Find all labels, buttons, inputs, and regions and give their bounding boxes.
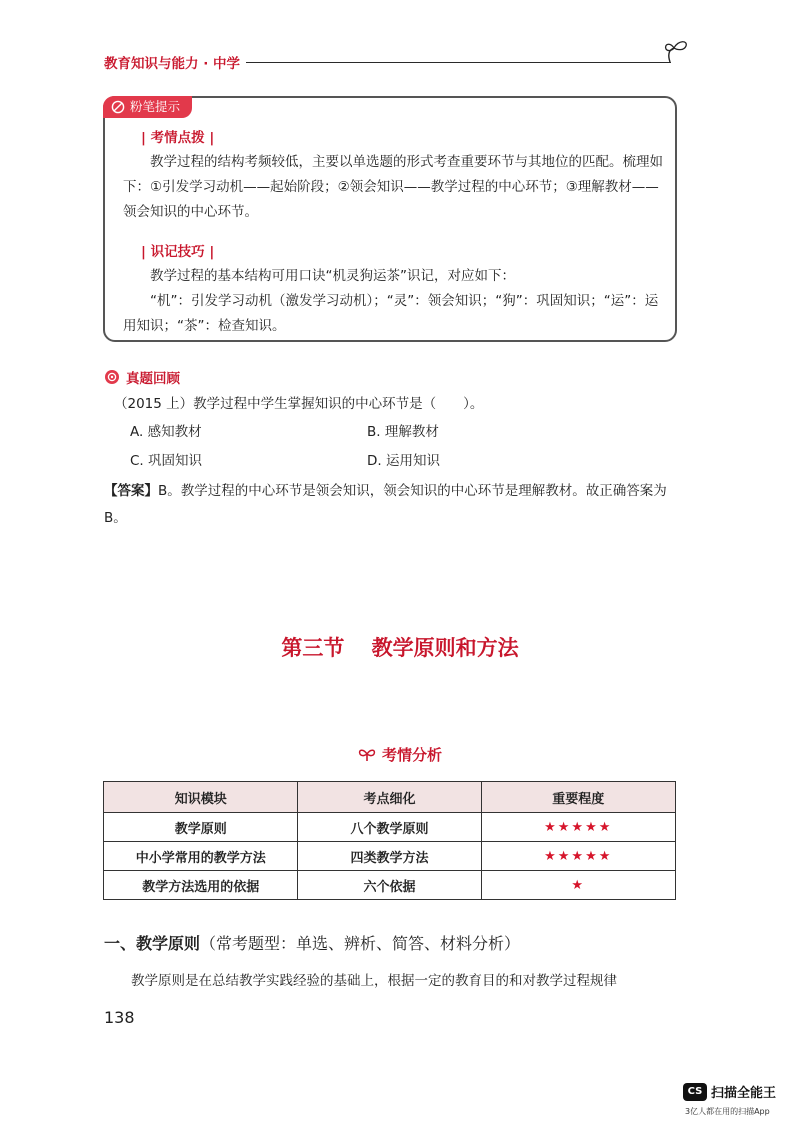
- subsection-heading-text: 一、教学原则: [104, 934, 201, 953]
- sprout-icon: [358, 746, 376, 762]
- table-cell-detail: 六个依据: [298, 871, 481, 900]
- table-header-cell: 考点细化: [298, 782, 481, 813]
- tip-heading-memory-tips: | 识记技巧 |: [141, 244, 215, 260]
- table-cell-module: 中小学常用的教学方法: [104, 842, 298, 871]
- watermark-name: 扫描全能王: [711, 1086, 777, 1101]
- table-header-cell: 重要程度: [481, 782, 676, 813]
- analysis-title-text: 考情分析: [381, 745, 442, 764]
- answer-text: B。教学过程的中心环节是领会知识，领会知识的中心环节是理解教材。故正确答案为 B。: [104, 483, 667, 526]
- tip-heading-text: 识记技巧: [150, 244, 205, 260]
- cs-logo-icon: CS: [683, 1083, 707, 1101]
- tip-paragraph: “机”：引发学习动机（激发学习动机）；“灵”：领会知识；“狗”：巩固知识；“运”：运用知识；“茶”：检查知识。: [123, 293, 659, 334]
- table-cell-module: 教学原则: [104, 813, 298, 842]
- tip-heading-text: 考情点拨: [150, 130, 205, 146]
- page-number: 138: [104, 1008, 135, 1027]
- header-title: 教育知识与能力 · 中学: [104, 56, 241, 72]
- tip-box: [103, 96, 677, 342]
- review-title-text: 真题回顾: [126, 371, 180, 387]
- option-a: A. 感知教材: [130, 424, 202, 440]
- target-icon: [104, 369, 120, 385]
- answer-block: [104, 478, 676, 532]
- header-rule: [246, 62, 671, 63]
- chalk-icon: [111, 100, 125, 114]
- table-cell-importance: ★★★★★: [481, 813, 676, 842]
- option-b: B. 理解教材: [367, 424, 439, 440]
- running-header: [104, 50, 684, 74]
- tip-tab: [103, 96, 192, 118]
- table-header-cell: 知识模块: [104, 782, 298, 813]
- analysis-title: [0, 742, 800, 766]
- tip-paragraph: 教学过程的结构考频较低，主要以单选题的形式考查重要环节与其地位的匹配。梳理如下：①引发学习动机——起始阶段；②领会知识——教学过程的中心环节；③理解教材——领会知识的中心环节。: [123, 154, 663, 220]
- option-d: D. 运用知识: [367, 453, 440, 469]
- table-row: [104, 813, 676, 842]
- question-text: （2015 上）教学过程中学生掌握知识的中心环节是（ ）。: [114, 396, 484, 412]
- tip-paragraph: 教学过程的基本结构可用口诀“机灵狗运茶”识记，对应如下：: [150, 268, 515, 284]
- table-row: [104, 871, 676, 900]
- section-title: 第三节 教学原则和方法: [281, 636, 519, 660]
- analysis-table: [103, 781, 676, 900]
- answer-label: 【答案】: [104, 483, 158, 499]
- review-title: [104, 366, 180, 388]
- table-row: [104, 842, 676, 871]
- table-cell-detail: 四类教学方法: [298, 842, 481, 871]
- body-paragraph: 教学原则是在总结教学实践经验的基础上，根据一定的教育目的和对教学过程规律: [131, 973, 617, 989]
- option-c: C. 巩固知识: [130, 453, 203, 469]
- subsection-question-types: （常考题型：单选、辨析、简答、材料分析）: [200, 934, 521, 953]
- table-cell-importance: ★: [481, 871, 676, 900]
- watermark-tagline: 3亿人都在用的扫描App: [685, 1107, 770, 1116]
- tip-tab-label: 粉笔提示: [130, 99, 181, 114]
- table-cell-detail: 八个教学原则: [298, 813, 481, 842]
- table-cell-module: 教学方法选用的依据: [104, 871, 298, 900]
- subsection-heading: [104, 931, 520, 954]
- table-header-row: [104, 782, 676, 813]
- tip-heading-exam-points: | 考情点拨 |: [141, 130, 215, 146]
- sprout-icon: [664, 36, 694, 64]
- table-cell-importance: ★★★★★: [481, 842, 676, 871]
- scanner-watermark: [683, 1081, 795, 1125]
